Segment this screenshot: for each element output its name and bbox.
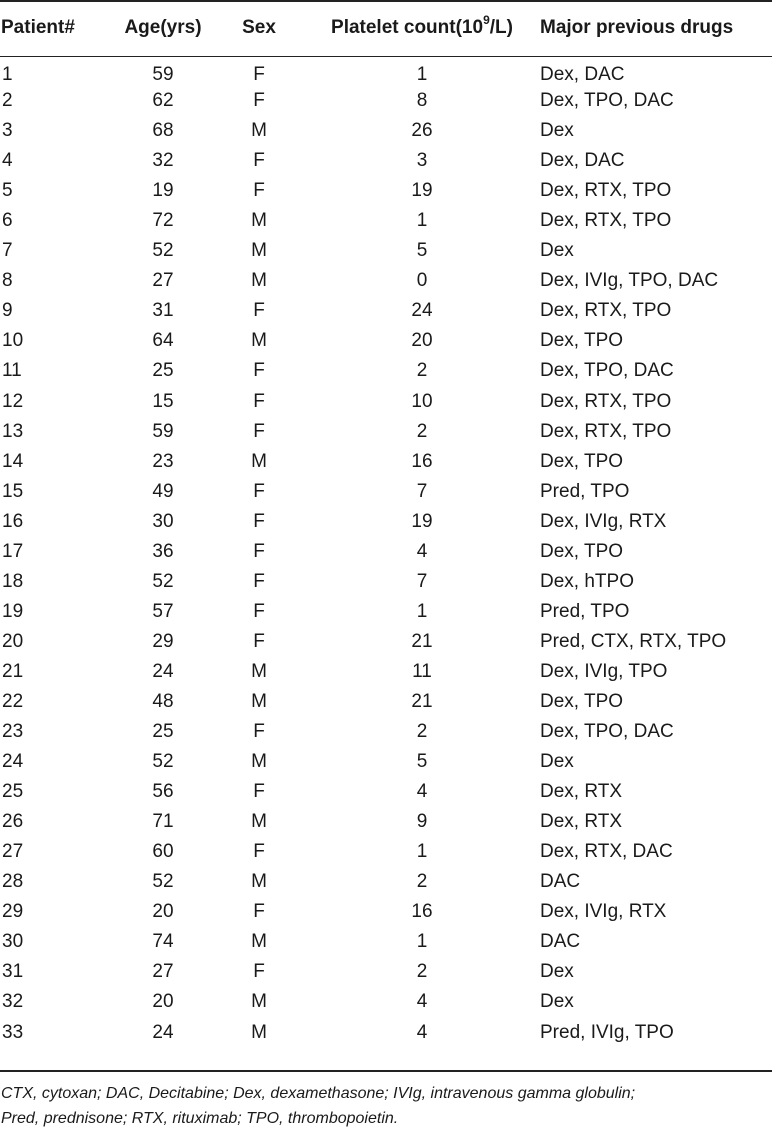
sex-cell: F [253,64,265,86]
drugs-cell: Dex [540,120,574,142]
sex-cell: M [251,330,267,352]
age-cell: 59 [152,64,174,86]
drugs-cell: Dex, TPO, DAC [540,360,674,382]
sex-cell: F [253,630,265,652]
drugs-cell: Dex, RTX [540,781,623,803]
drugs-cell: Pred, TPO [540,600,630,622]
platelet-cell: 24 [411,300,433,322]
table-row [0,867,772,897]
platelet-cell: 21 [411,691,433,712]
drugs-cell: Dex, RTX, TPO [540,300,672,322]
drugs-cell: Pred, IVIg, TPO [540,1021,674,1043]
patient-cell: 11 [2,360,22,382]
table-bottom-rule [0,1070,772,1072]
header-platelet-suffix: /L) [489,17,513,38]
table-row [0,717,772,747]
sex-cell: M [251,210,267,232]
table-row [0,687,772,717]
drugs-cell: Dex, RTX, TPO [540,210,672,232]
drugs-cell: Dex, TPO, DAC [540,721,674,743]
platelet-cell: 2 [416,721,428,743]
age-cell: 27 [152,270,174,292]
patient-cell: 31 [2,961,24,983]
age-cell: 24 [152,1021,174,1043]
platelet-cell: 11 [412,660,432,682]
age-cell: 68 [152,120,174,142]
drugs-cell: DAC [540,931,581,953]
sex-cell: M [251,871,267,893]
table-row [0,116,772,146]
table-row [0,507,772,537]
sex-cell: M [251,931,267,953]
age-cell: 23 [152,450,174,472]
sex-cell: F [253,600,265,622]
sex-cell: M [251,691,267,712]
patient-cell: 9 [2,300,13,322]
platelet-cell: 21 [411,630,433,652]
table-row [0,627,772,657]
sex-cell: F [253,180,265,202]
platelet-cell: 4 [416,540,428,562]
sex-cell: F [253,901,265,923]
table-row [0,837,772,867]
header-row [0,0,772,56]
sex-cell: M [251,811,267,833]
drugs-cell: Dex [540,751,574,773]
age-cell: 25 [152,721,174,743]
patient-cell: 16 [2,510,24,532]
patient-cell: 22 [2,691,24,712]
platelet-cell: 7 [416,570,428,592]
age-cell: 25 [152,360,174,382]
age-cell: 31 [152,300,174,322]
table-row [0,567,772,597]
platelet-cell: 26 [411,120,433,142]
sex-cell: F [253,150,265,172]
table-row [0,897,772,927]
table-header [0,0,772,56]
patient-cell: 5 [2,180,13,202]
table-row [0,387,772,417]
table-row [0,417,772,447]
drugs-cell: Pred, TPO [540,480,630,502]
sex-cell: F [253,721,265,743]
table-row [0,597,772,627]
drugs-cell: Pred, CTX, RTX, TPO [540,630,727,652]
sex-cell: M [251,240,267,262]
table-row [0,807,772,837]
drugs-cell: Dex [540,991,574,1013]
table-row [0,1018,772,1048]
patient-cell: 3 [2,120,13,142]
sex-cell: F [253,841,265,863]
platelet-cell: 2 [416,961,428,983]
age-cell: 24 [152,660,174,682]
sex-cell: M [251,751,267,773]
patient-cell: 6 [2,210,13,232]
sex-cell: F [253,300,265,322]
platelet-cell: 3 [416,150,428,172]
age-cell: 57 [152,600,174,622]
sex-cell: F [253,420,265,442]
header-patient: Patient# [1,17,75,38]
platelet-cell: 4 [416,991,428,1013]
sex-cell: F [253,390,265,412]
platelet-cell: 9 [416,811,428,833]
patient-cell: 8 [2,270,13,292]
patient-cell: 13 [2,420,24,442]
sex-cell: F [253,570,265,592]
patient-cell: 1 [2,64,13,86]
platelet-cell: 7 [416,480,428,502]
platelet-cell: 2 [416,360,428,382]
patient-cell: 7 [2,240,13,262]
drugs-cell: Dex, DAC [540,64,625,86]
table-row [0,747,772,777]
drugs-cell: Dex, RTX [540,811,623,833]
patient-cell: 21 [2,660,24,682]
platelet-cell: 1 [416,600,428,622]
patient-cell: 33 [2,1021,24,1043]
drugs-cell: Dex, IVIg, TPO [540,660,668,682]
platelet-cell: 10 [411,390,433,412]
drugs-cell: Dex, DAC [540,150,625,172]
drugs-cell: Dex, RTX, TPO [540,180,672,202]
platelet-cell: 4 [416,1021,428,1043]
patient-cell: 2 [2,90,13,112]
footnote-line-1: CTX, cytoxan; DAC, Decitabine; Dex, dexamethasone; IVIg, intravenous gamma globulin; [1,1085,636,1102]
platelet-cell: 5 [416,240,428,262]
platelet-cell: 2 [416,871,428,893]
age-cell: 52 [152,871,174,893]
patient-cell: 17 [2,540,24,562]
platelet-cell: 20 [411,330,433,352]
drugs-cell: Dex [540,961,574,983]
age-cell: 30 [152,510,174,532]
platelet-cell: 1 [416,210,428,232]
platelet-cell: 5 [416,751,428,773]
patient-cell: 28 [2,871,24,893]
platelet-cell: 19 [411,180,433,202]
age-cell: 62 [152,90,174,112]
table-row [0,957,772,987]
table-row [0,266,772,296]
drugs-cell: Dex, IVIg, RTX [540,901,667,923]
sex-cell: M [251,120,267,142]
patient-cell: 32 [2,991,24,1013]
age-cell: 60 [152,841,174,863]
patient-cell: 12 [2,390,24,412]
table-row [0,206,772,236]
patient-cell: 4 [2,150,13,172]
patient-cell: 26 [2,811,24,833]
platelet-cell: 1 [416,841,428,863]
sex-cell: F [253,510,265,532]
header-platelet-count [304,0,540,56]
patient-cell: 19 [2,600,24,622]
patient-cell: 18 [2,570,24,592]
drugs-cell: Dex, IVIg, TPO, DAC [540,270,719,292]
table-row [0,146,772,176]
patient-cell: 27 [2,841,24,863]
patient-cell: 10 [2,330,24,352]
sex-cell: F [253,540,265,562]
drugs-cell: Dex, TPO [540,540,624,562]
platelet-cell: 19 [411,510,433,532]
header-sex: Sex [242,17,276,38]
table-row [0,86,772,116]
age-cell: 20 [152,901,174,923]
platelet-cell: 8 [416,90,428,112]
age-cell: 71 [152,811,174,833]
drugs-cell: Dex, TPO, DAC [540,90,674,112]
platelet-cell: 4 [416,781,428,803]
table-footnote [1,1081,771,1131]
sex-cell: F [253,961,265,983]
table-row [0,777,772,807]
drugs-cell: Dex, RTX, DAC [540,841,673,863]
drugs-cell: Dex, hTPO [540,570,634,592]
age-cell: 56 [152,781,174,803]
patient-cell: 15 [2,480,24,502]
drugs-cell: Dex, TPO [540,450,624,472]
age-cell: 72 [152,210,174,232]
patient-cell: 30 [2,931,24,953]
drugs-cell: DAC [540,871,581,893]
age-cell: 32 [152,150,174,172]
footnote-line-2: Pred, prednisone; RTX, rituximab; TPO, thrombopoietin. [1,1110,399,1127]
patient-cell: 23 [2,721,24,743]
platelet-cell: 1 [416,64,428,86]
header-age: Age(yrs) [124,17,202,38]
platelet-cell: 2 [416,420,428,442]
table-row [0,537,772,567]
drugs-cell: Dex [540,240,574,262]
sex-cell: M [251,1021,267,1043]
sex-cell: M [251,450,267,472]
patient-cell: 25 [2,781,24,803]
sex-cell: M [251,660,267,682]
age-cell: 59 [152,420,174,442]
sex-cell: F [253,781,265,803]
age-cell: 15 [152,390,174,412]
drugs-cell: Dex, RTX, TPO [540,420,672,442]
header-platelet-exponent: 9 [483,12,490,27]
age-cell: 36 [152,540,174,562]
age-cell: 52 [152,570,174,592]
table-row [0,56,772,86]
age-cell: 52 [152,240,174,262]
platelet-cell: 0 [416,270,428,292]
drugs-cell: Dex, IVIg, RTX [540,510,667,532]
table-row [0,987,772,1017]
patient-cell: 20 [2,630,24,652]
patient-cell: 29 [2,901,24,923]
sex-cell: M [251,991,267,1013]
platelet-cell: 16 [411,901,433,923]
age-cell: 74 [152,931,174,953]
table-row [0,296,772,326]
table-row [0,236,772,266]
sex-cell: M [251,270,267,292]
sex-cell: F [253,90,265,112]
table-body [0,56,772,1048]
age-cell: 64 [152,330,174,352]
sex-cell: F [253,480,265,502]
table-row [0,176,772,206]
age-cell: 20 [152,991,174,1013]
drugs-cell: Dex, TPO [540,691,624,712]
sex-cell: F [253,360,265,382]
platelet-cell: 16 [411,450,433,472]
age-cell: 52 [152,751,174,773]
header-previous-drugs: Major previous drugs [540,17,734,38]
platelet-cell: 1 [416,931,428,953]
drugs-cell: Dex, TPO [540,330,624,352]
age-cell: 48 [152,691,174,712]
patient-cell: 24 [2,751,24,773]
patient-cell: 14 [2,450,24,472]
age-cell: 29 [152,630,174,652]
age-cell: 49 [152,480,174,502]
table-row [0,326,772,356]
table-row [0,356,772,386]
age-cell: 27 [152,961,174,983]
header-platelet-prefix: Platelet count(10 [331,17,484,38]
table-row [0,447,772,477]
drugs-cell: Dex, RTX, TPO [540,390,672,412]
table-row [0,657,772,687]
table-row [0,477,772,507]
table-row [0,927,772,957]
age-cell: 19 [152,180,174,202]
